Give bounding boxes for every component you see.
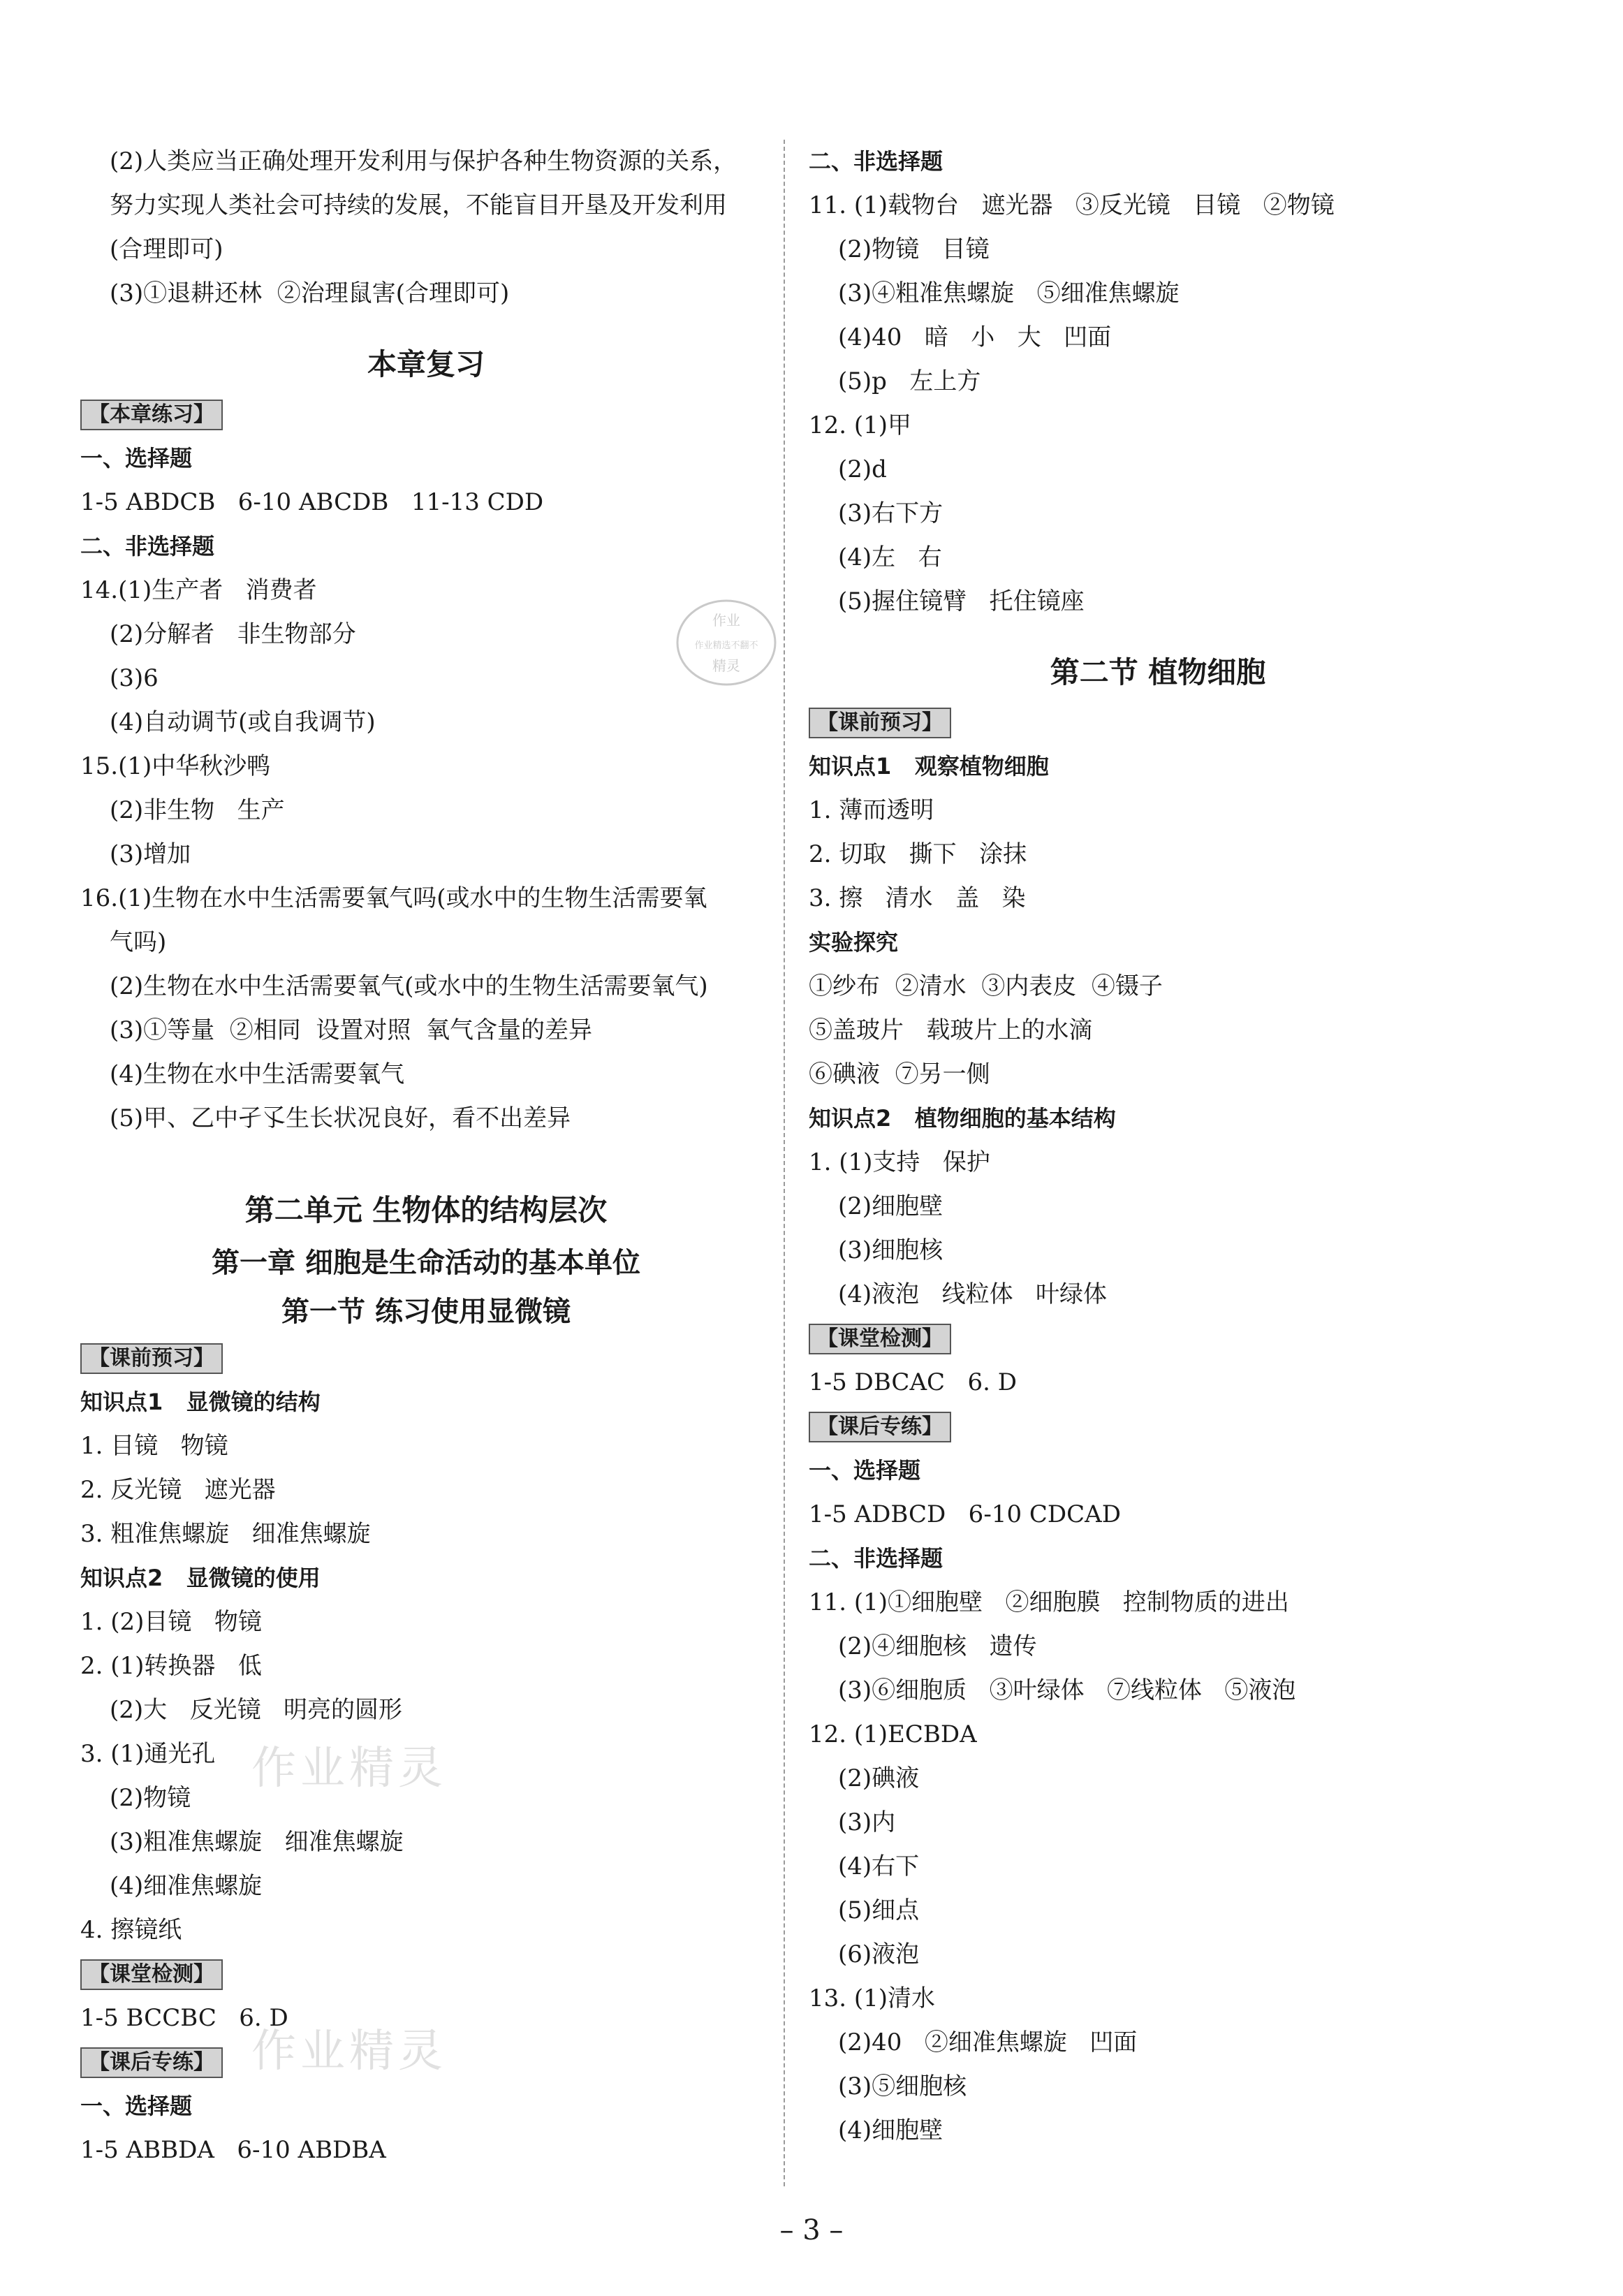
answer-line: 1-5 BCCBC 6. D xyxy=(80,2004,288,2032)
answer-line: (2)d xyxy=(838,455,887,483)
answer-line: (4)细胞壁 xyxy=(838,2116,943,2144)
answer-line: (3)6 xyxy=(110,664,159,692)
subsection-heading: 一、选择题 xyxy=(80,445,193,471)
section-tag: 【本章练习】 xyxy=(80,400,223,430)
watermark: 作业精灵 xyxy=(251,1743,447,1794)
chapter-title: 第一章 细胞是生命活动的基本单位 xyxy=(212,1247,640,1279)
answer-line: 3. (1)通光孔 xyxy=(80,1740,216,1768)
answer-line: (3)增加 xyxy=(110,840,191,868)
stamp-top-text: 作业 xyxy=(712,612,740,629)
chapter-review-title: 本章复习 xyxy=(367,347,485,381)
left-column xyxy=(80,140,772,2172)
answer-line: (2)生物在水中生活需要氧气(或水中的生物生活需要氧气) xyxy=(110,972,708,1000)
subsection-heading: 一、选择题 xyxy=(80,2093,193,2119)
stamp-icon xyxy=(670,594,782,692)
answer-line: (3)④粗准焦螺旋 ⑤细准焦螺旋 xyxy=(838,279,1180,307)
section-title: 第二节 植物细胞 xyxy=(1050,655,1266,689)
answer-line: (2)大 反光镜 明亮的圆形 xyxy=(110,1696,403,1724)
answer-line: (5)甲、乙中孑孓生长状况良好，看不出差异 xyxy=(110,1104,571,1132)
answer-line: (5)握住镜臂 托住镜座 xyxy=(838,587,1085,615)
section-tag: 【课后专练】 xyxy=(80,2047,223,2078)
section-tag: 【课前预习】 xyxy=(809,708,951,738)
answer-line: 11. (1)载物台 遮光器 ③反光镜 目镜 ②物镜 xyxy=(809,191,1335,219)
column-divider xyxy=(784,140,785,2186)
subsection-heading: 一、选择题 xyxy=(809,1457,921,1484)
section-title: 第一节 练习使用显微镜 xyxy=(281,1296,571,1328)
answer-line: (2)40 ②细准焦螺旋 凹面 xyxy=(838,2028,1138,2056)
knowledge-heading: 知识点1 显微镜的结构 xyxy=(80,1389,321,1415)
answer-line: (3)粗准焦螺旋 细准焦螺旋 xyxy=(110,1828,404,1856)
text-line: (2)人类应当正确处理开发利用与保护各种生物资源的关系， xyxy=(110,147,737,175)
answer-line: (3)⑥细胞质 ③叶绿体 ⑦线粒体 ⑤液泡 xyxy=(838,1676,1296,1704)
answer-line: 13. (1)清水 xyxy=(809,1984,936,2012)
answer-line: (2)非生物 生产 xyxy=(110,796,285,824)
answer-line: (2)分解者 非生物部分 xyxy=(110,620,356,648)
answer-line: 15.(1)中华秋沙鸭 xyxy=(80,752,271,780)
answer-line: (2)细胞壁 xyxy=(838,1192,943,1220)
answer-line: 1-5 ABBDA 6-10 ABDBA xyxy=(80,2136,386,2164)
answer-line: (3)细胞核 xyxy=(838,1236,943,1264)
knowledge-heading: 知识点2 显微镜的使用 xyxy=(80,1565,321,1591)
answer-line: 16.(1)生物在水中生活需要氧气吗(或水中的生物生活需要氧 xyxy=(80,884,707,912)
knowledge-heading: 实验探究 xyxy=(809,929,899,956)
answer-line: (2)物镜 目镜 xyxy=(838,235,990,263)
answer-line: ⑥碘液 ⑦另一侧 xyxy=(809,1060,990,1088)
answer-line: 气吗) xyxy=(110,928,167,956)
page-number: – 3 – xyxy=(779,2214,844,2246)
subsection-heading: 二、非选择题 xyxy=(809,1545,943,1572)
stamp-mid-text: 作业精选不翻不 xyxy=(694,641,758,651)
answer-line: 12. (1)甲 xyxy=(809,411,912,439)
answer-line: 1-5 ADBCD 6-10 CDCAD xyxy=(809,1500,1121,1528)
knowledge-heading: 知识点1 观察植物细胞 xyxy=(809,753,1049,780)
section-tag: 【课堂检测】 xyxy=(80,1959,223,1990)
answer-line: 3. 擦 清水 盖 染 xyxy=(809,884,1026,912)
answer-line: (4)左 右 xyxy=(838,543,942,571)
answer-line: 1. (1)支持 保护 xyxy=(809,1148,990,1176)
answer-line: (5)细点 xyxy=(838,1896,920,1924)
subsection-heading: 二、非选择题 xyxy=(809,148,943,175)
answer-line: (4)自动调节(或自我调节) xyxy=(110,708,376,736)
answer-line: (2)物镜 xyxy=(110,1784,191,1812)
text-line: 努力实现人类社会可持续的发展，不能盲目开垦及开发利用 xyxy=(110,191,727,219)
answer-line: (3)⑤细胞核 xyxy=(838,2072,967,2100)
answer-line: (2)碘液 xyxy=(838,1764,920,1792)
section-tag: 【课前预习】 xyxy=(80,1343,223,1374)
text-line: (合理即可) xyxy=(110,235,223,263)
answer-line: 3. 粗准焦螺旋 细准焦螺旋 xyxy=(80,1520,371,1548)
answer-line: (4)40 暗 小 大 凹面 xyxy=(838,323,1112,351)
stamp-bottom-text: 精灵 xyxy=(712,657,740,674)
section-tag: 【课后专练】 xyxy=(809,1412,951,1442)
answer-line: 1. 目镜 物镜 xyxy=(80,1432,228,1460)
answer-line: ①纱布 ②清水 ③内表皮 ④镊子 xyxy=(809,972,1163,1000)
answer-line: 1-5 DBCAC 6. D xyxy=(809,1368,1017,1396)
answer-line: (4)液泡 线粒体 叶绿体 xyxy=(838,1280,1108,1308)
answer-line: 11. (1)①细胞壁 ②细胞膜 控制物质的进出 xyxy=(809,1588,1289,1616)
answer-line: (3)①等量 ②相同 设置对照 氧气含量的差异 xyxy=(110,1016,593,1044)
answer-line: ⑤盖玻片 载玻片上的水滴 xyxy=(809,1016,1093,1044)
answer-line: (4)细准焦螺旋 xyxy=(110,1872,263,1900)
text-line: (3)①退耕还林 ②治理鼠害(合理即可) xyxy=(110,279,510,307)
answer-line: 2. (1)转换器 低 xyxy=(80,1652,262,1680)
answer-line: 14.(1)生产者 消费者 xyxy=(80,576,317,604)
answer-line: (4)生物在水中生活需要氧气 xyxy=(110,1060,405,1088)
answer-line: 2. 切取 撕下 涂抹 xyxy=(809,840,1027,868)
answer-line: 1. (2)目镜 物镜 xyxy=(80,1608,262,1636)
knowledge-heading: 知识点2 植物细胞的基本结构 xyxy=(809,1105,1116,1132)
answer-line: 2. 反光镜 遮光器 xyxy=(80,1476,276,1504)
answer-line: (5)p 左上方 xyxy=(838,367,981,395)
answer-line: (6)液泡 xyxy=(838,1940,920,1968)
answer-line: 4. 擦镜纸 xyxy=(80,1916,182,1944)
unit-title: 第二单元 生物体的结构层次 xyxy=(244,1193,608,1227)
answer-line: (2)④细胞核 遗传 xyxy=(838,1632,1037,1660)
subsection-heading: 二、非选择题 xyxy=(80,533,215,560)
answer-line: (3)内 xyxy=(838,1808,896,1836)
answer-line: 1-5 ABDCB 6-10 ABCDB 11-13 CDD xyxy=(80,488,544,516)
answer-line: 1. 薄而透明 xyxy=(809,796,934,824)
answer-line: 12. (1)ECBDA xyxy=(809,1720,977,1748)
answer-line: (4)右下 xyxy=(838,1852,920,1880)
right-column xyxy=(809,140,1507,2153)
answer-line: (3)右下方 xyxy=(838,499,943,527)
watermark: 作业精灵 xyxy=(251,2026,447,2077)
section-tag: 【课堂检测】 xyxy=(809,1324,951,1354)
